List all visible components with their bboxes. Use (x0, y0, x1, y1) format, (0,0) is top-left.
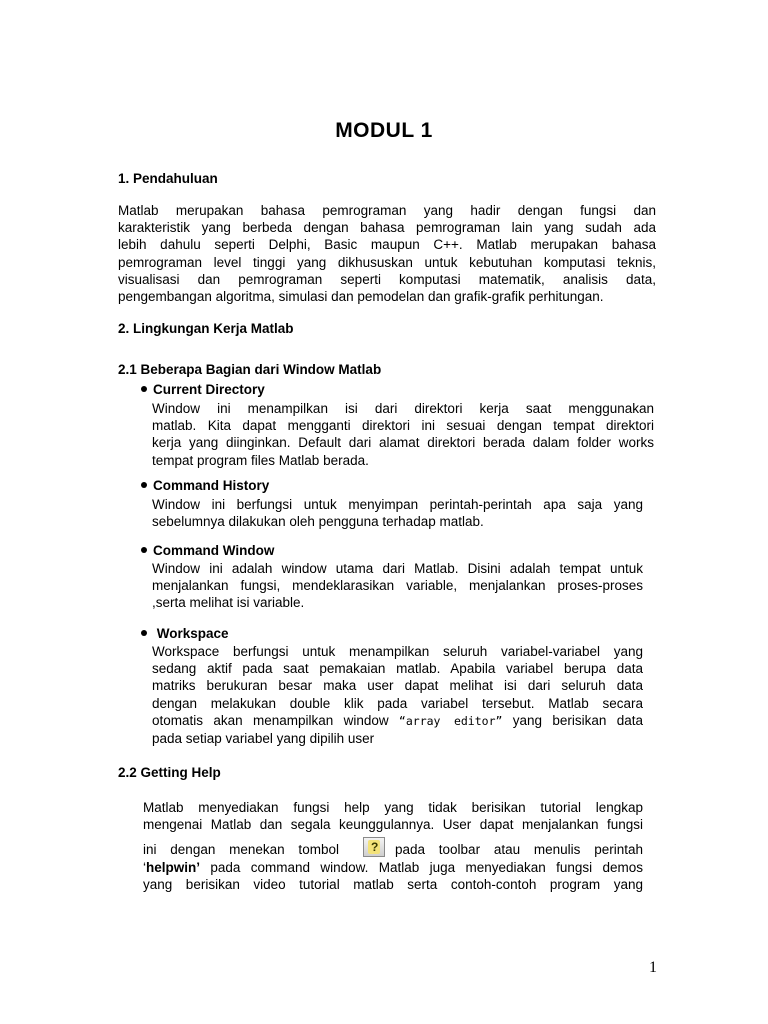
text-line: Workspace berfungsi untuk menampilkan seluruh variabel-variabel yang (152, 644, 643, 659)
text-line: pemrograman level tinggi yang dikhususkan untuk kebutuhan komputasi teknis, (118, 254, 656, 270)
text-line: lebih dahulu seperti Delphi, Basic maupun C++. Matlab merupakan bahasa (118, 237, 656, 253)
text-line: Window ini menampilkan isi dari direktori kerja saat menggunakan (152, 401, 654, 416)
help-icon: ? (363, 837, 385, 857)
section-2-1-heading: 2.1 Beberapa Bagian dari Window Matlab (118, 362, 382, 377)
bullet-icon (141, 482, 147, 488)
text-line: ‘helpwin’ pada command window. Matlab juga menyediakan fungsi demos (143, 859, 643, 875)
bullet-icon (141, 386, 147, 392)
text-line: visualisasi dan pemrograman seperti komputasi matematik, analisis data, (118, 271, 656, 287)
workspace-paragraph (152, 643, 643, 747)
text-line: tempat program files Matlab berada. (152, 452, 369, 468)
text-line: Window ini adalah window utama dari Matlab. Disini adalah tempat untuk (152, 561, 643, 576)
section-1-heading: 1. Pendahuluan (118, 171, 218, 186)
text-line: ,serta melihat isi variable. (152, 595, 305, 611)
section-2-heading: 2. Lingkungan Kerja Matlab (118, 321, 294, 336)
text-line: yang berisikan video tutorial matlab serta contoh-contoh program yang (143, 876, 643, 892)
text-line: menjalankan fungsi, mendeklarasikan variable, menjalankan proses-proses (152, 578, 643, 594)
text-line: dengan melakukan double klik pada variabel tersebut. Matlab secara (152, 695, 643, 711)
text-line: mengenai Matlab dan segala keunggulannya. User dapat menjalankan fungsi (143, 817, 643, 833)
text-line: sebelumnya dilakukan oleh pengguna terhadap matlab. (152, 514, 484, 530)
page-title: MODUL 1 (335, 119, 433, 142)
text-line: Matlab menyediakan fungsi help yang tidak berisikan tutorial lengkap (143, 800, 643, 815)
text-line: Matlab merupakan bahasa pemrograman yang hadir dengan fungsi dan (118, 203, 656, 218)
bullet-command-window: Command Window (141, 543, 274, 558)
text-line: matlab. Kita dapat mengganti direktori ini sesuai dengan tempat direktori (152, 418, 654, 434)
bullet-command-history: Command History (141, 478, 269, 493)
text-line: ini dengan menekan tombol ? pada toolbar atau menulis perintah (143, 837, 643, 858)
text-line: matriks berukuran besar maka user dapat melihat isi dari seluruh data (152, 678, 643, 694)
bullet-current-directory: Current Directory (141, 382, 265, 397)
text-line: pada setiap variabel yang dipilih user (152, 731, 375, 747)
text-line: kerja yang diinginkan. Default dari alamat direktori berada dalam folder works (152, 435, 654, 451)
getting-help-paragraph (143, 799, 643, 893)
section-2-2-heading: 2.2 Getting Help (118, 765, 221, 780)
text-line: pengembangan algoritma, simulasi dan pemodelan dan grafik-grafik perhitungan. (118, 289, 604, 305)
bullet-icon (141, 630, 147, 636)
bullet-icon (141, 547, 147, 553)
text-line: Window ini berfungsi untuk menyimpan perintah-perintah apa saja yang (152, 497, 643, 512)
helpwin-command: helpwin’ (146, 859, 200, 875)
text-line: sedang aktif pada saat pemakaian matlab. Apabila variabel berupa data (152, 661, 643, 677)
bullet-workspace: Workspace (141, 626, 229, 641)
text-line: otomatis akan menampilkan window “array editor” yang berisikan data (152, 712, 643, 728)
command-window-paragraph (152, 560, 643, 612)
array-editor-code: “array editor” (398, 713, 503, 728)
command-history-paragraph (152, 496, 643, 530)
text-line: karakteristik yang berbeda dengan bahasa pemrograman lain yang sudah ada (118, 220, 656, 236)
page-number: 1 (649, 959, 657, 976)
section-1-paragraph (118, 202, 656, 305)
current-directory-paragraph (152, 400, 654, 469)
